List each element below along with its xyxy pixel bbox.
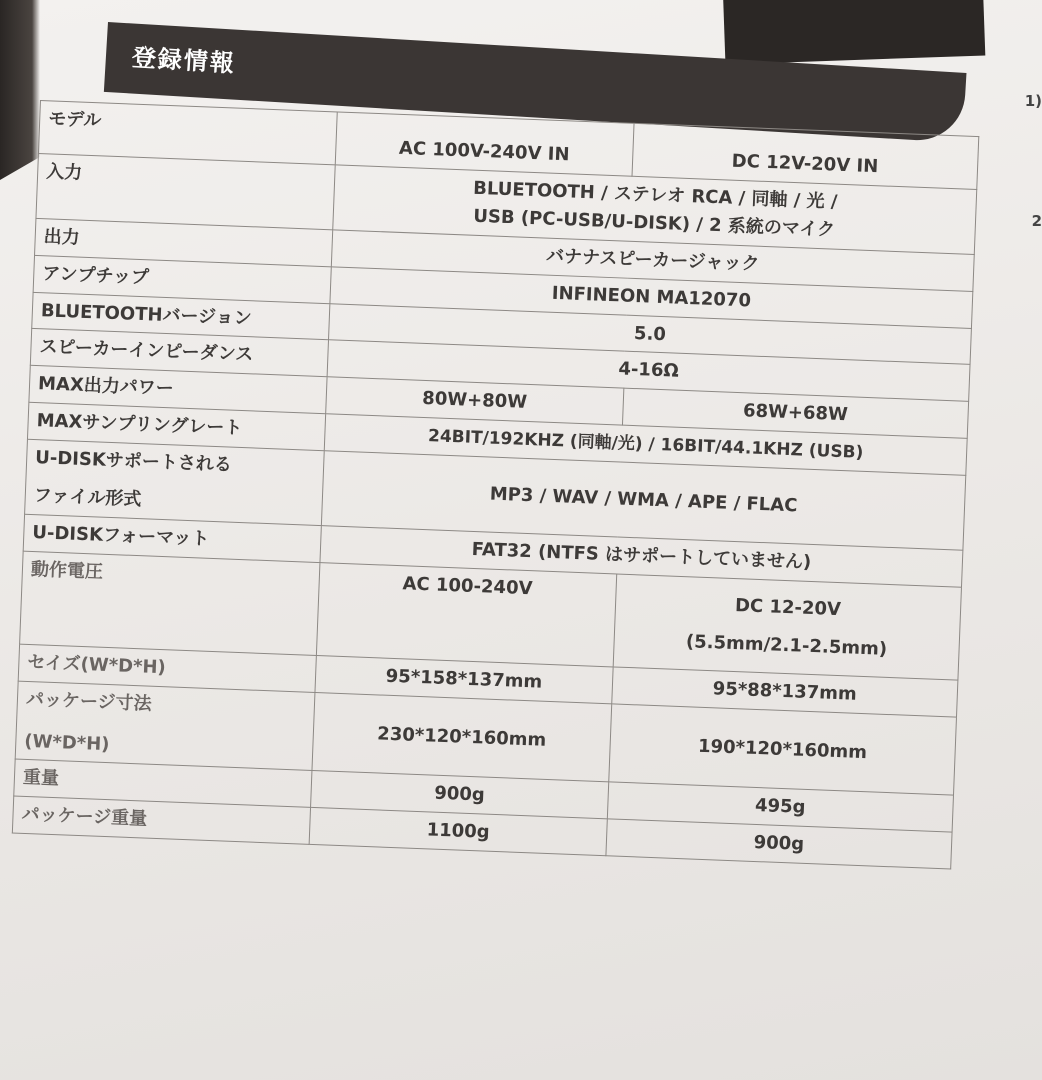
- weight-ac: 900g: [311, 771, 609, 819]
- udisk-format-label: U-DISKフォーマット: [23, 514, 321, 562]
- voltage-dc: [613, 574, 962, 680]
- model-ac: AC 100V-240V IN: [335, 112, 634, 176]
- spec-sheet: [12, 100, 979, 870]
- input-label: 入力: [36, 153, 335, 229]
- package-size-ac: 230*120*160mm: [312, 692, 612, 782]
- udisk-file-format-label: [25, 439, 325, 525]
- book-edge-left: [0, 0, 40, 180]
- margin-note-2: 2: [1031, 212, 1042, 230]
- sample-rate-value: 24BIT/192KHZ (同軸/光) / 16BIT/44.1KHZ (USB): [324, 414, 967, 476]
- weight-label: 重量: [14, 760, 312, 808]
- output-label: 出力: [35, 218, 333, 266]
- voltage-dc-line: DC 12-20V: [734, 594, 842, 621]
- udisk-file-format-label-line: ファイル形式: [33, 485, 142, 511]
- package-weight-dc: 900g: [606, 819, 952, 869]
- package-size-label-line: パッケージ寸法: [25, 688, 152, 715]
- margin-note-1: 1): [1024, 92, 1042, 110]
- udisk-format-value: FAT32 (NTFS はサポートしていません): [320, 526, 963, 588]
- package-weight-label: パッケージ重量: [12, 796, 310, 844]
- max-power-ac: 80W+80W: [326, 377, 624, 425]
- voltage-label: 動作電圧: [20, 551, 320, 655]
- udisk-file-format-label-line: U-DISKサポートされる: [34, 447, 233, 476]
- size-ac: 95*158*137mm: [315, 655, 613, 703]
- section-heading: 登録情報: [131, 43, 237, 78]
- package-weight-ac: 1100g: [309, 808, 607, 856]
- max-power-dc: 68W+68W: [622, 388, 968, 438]
- size-dc: 95*88*137mm: [612, 667, 958, 717]
- impedance-value: 4-16Ω: [327, 340, 970, 402]
- amp-label: アンプチップ: [33, 255, 331, 303]
- package-size-label-line: (W*D*H): [23, 730, 110, 755]
- voltage-ac: AC 100-240V: [316, 562, 616, 666]
- bluetooth-value: 5.0: [328, 303, 971, 365]
- weight-dc: 495g: [607, 782, 953, 832]
- model-dc: DC 12V-20V IN: [632, 123, 979, 189]
- impedance-label: スピーカーインピーダンス: [30, 329, 328, 377]
- package-size-label: [15, 681, 315, 771]
- bluetooth-label: BLUETOOTHバージョン: [32, 292, 330, 340]
- output-value: バナナスピーカージャック: [331, 230, 974, 292]
- book-edge-top: [723, 0, 986, 65]
- sample-rate-label: MAXサンプリングレート: [27, 403, 325, 451]
- max-power-label: MAX出力パワー: [29, 366, 327, 414]
- size-label: セイズ(W*D*H): [18, 644, 316, 692]
- udisk-file-format-value: MP3 / WAV / WMA / APE / FLAC: [321, 451, 965, 550]
- input-value-line: USB (PC-USB/U-DISK) / 2 系統のマイク: [472, 205, 836, 241]
- amp-value: INFINEON MA12070: [330, 266, 973, 328]
- package-size-dc: 190*120*160mm: [609, 704, 957, 796]
- input-value-line: BLUETOOTH / ステレオ RCA / 同軸 / 光 /: [472, 177, 838, 213]
- model-label: モデル: [38, 101, 337, 165]
- voltage-dc-line: (5.5mm/2.1-2.5mm): [685, 631, 888, 660]
- spec-table: [12, 100, 979, 870]
